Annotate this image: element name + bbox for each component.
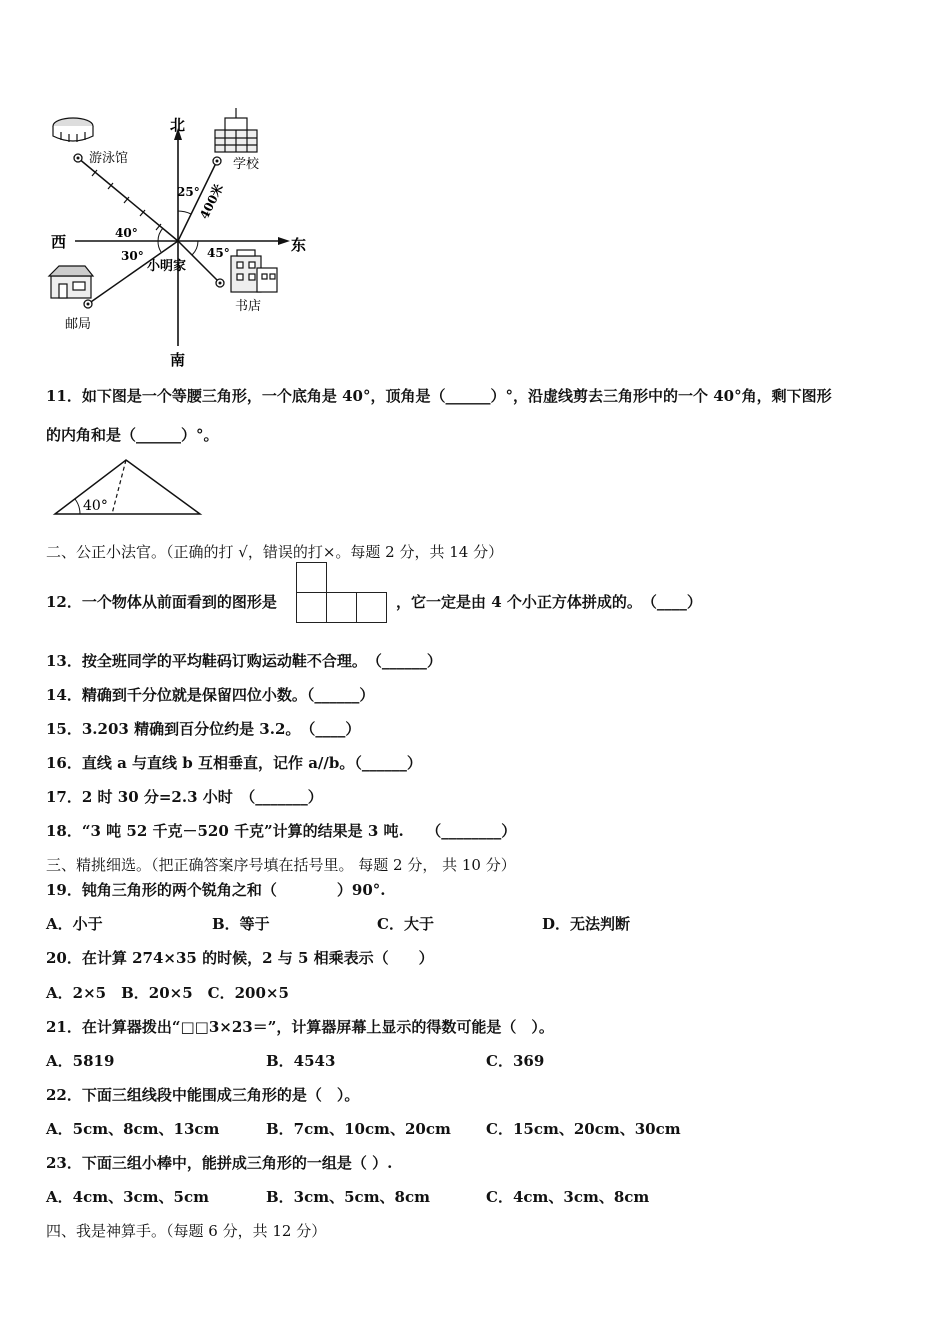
q23-option-c: C．4cm、3cm、8cm: [486, 1188, 650, 1206]
q22-option-b: B．7cm、10cm、20cm: [266, 1120, 451, 1138]
stadium-icon: [53, 118, 93, 142]
question-15: 15．3.203 精确到百分位约是 3.2。 （____）: [46, 720, 361, 738]
angle-arc-45: [192, 241, 198, 255]
section-4-heading: 四、我是神算手。（每题 6 分，共 12 分）: [46, 1222, 327, 1240]
angle-arc-25: [178, 211, 191, 214]
question-12-suffix: ，它一定是由 4 个小正方体拼成的。 （____）: [396, 593, 702, 611]
bookstore-building-icon: [231, 250, 277, 292]
q22-option-a: A．5cm、8cm、13cm: [46, 1120, 220, 1138]
post-office-building-icon: [49, 266, 93, 298]
swimming-pool-label: 游泳馆: [89, 151, 129, 166]
q20-options: A．2×5 B．20×5 C．200×5: [46, 984, 289, 1002]
q19-option-d: D．无法判断: [542, 915, 631, 933]
east-arrow-icon: [278, 237, 290, 245]
school-label: 学校: [233, 157, 260, 172]
figure-top-square: [296, 562, 327, 593]
distance-label: 400米: [197, 181, 226, 222]
question-18: 18．“3 吨 52 千克－520 千克”计算的结果是 3 吨. （________）: [46, 822, 517, 840]
angle-arc-30: [158, 241, 161, 252]
school-building-icon: [215, 108, 257, 152]
east-label: 东: [291, 236, 307, 254]
question-16: 16．直线 a 与直线 b 互相垂直，记作 a//b。（______）: [46, 754, 422, 772]
question-19: 19．钝角三角形的两个锐角之和（ ）90°.: [46, 881, 386, 899]
home-label: 小明家: [147, 259, 187, 274]
angle-45-label: 45°: [207, 246, 230, 260]
q21-option-b: B．4543: [266, 1052, 336, 1070]
question-12-prefix: 12．一个物体从前面看到的图形是: [46, 593, 277, 611]
base-angle-arc: [75, 499, 80, 514]
section-2-heading: 二、公正小法官。（正确的打 √，错误的打×。每题 2 分，共 14 分）: [46, 543, 504, 561]
isosceles-triangle-diagram: [50, 454, 210, 524]
angle-arc-40: [158, 228, 163, 241]
question-23: 23．下面三组小棒中，能拼成三角形的一组是（ ）.: [46, 1154, 393, 1172]
q21-option-c: C．369: [486, 1052, 545, 1070]
angle-30-label: 30°: [121, 249, 144, 263]
triangle-shape: [55, 460, 200, 514]
figure-bottom-square-1: [296, 592, 327, 623]
q23-option-a: A．4cm、3cm、5cm: [46, 1188, 209, 1206]
q21-option-a: A．5819: [46, 1052, 115, 1070]
front-view-figure: [296, 562, 391, 624]
question-11-line-2: 的内角和是（______）°。: [46, 426, 219, 444]
direction-map-diagram: [45, 108, 345, 368]
angle-25-label: 25°: [177, 185, 200, 199]
angle-40-label: 40°: [115, 226, 138, 240]
question-21: 21．在计算器拨出“□□3×23＝”，计算器屏幕上显示的得数可能是（ ）。: [46, 1018, 554, 1036]
bookstore-label: 书店: [235, 299, 262, 314]
north-label: 北: [170, 116, 186, 134]
south-label: 南: [170, 351, 186, 368]
section-3-heading: 三、精挑细选。（把正确答案序号填在括号里。 每题 2 分， 共 10 分）: [46, 856, 516, 874]
q19-option-b: B．等于: [212, 915, 270, 933]
question-17: 17．2 时 30 分=2.3 小时 （_______）: [46, 788, 323, 806]
post-office-label: 邮局: [65, 317, 92, 332]
figure-bottom-square-3: [356, 592, 387, 623]
question-14: 14．精确到千分位就是保留四位小数。（______）: [46, 686, 375, 704]
q19-option-a: A．小于: [46, 915, 103, 933]
q23-option-b: B．3cm、5cm、8cm: [266, 1188, 431, 1206]
question-22: 22．下面三组线段中能围成三角形的是（ ）。: [46, 1086, 360, 1104]
west-label: 西: [51, 233, 67, 251]
question-20: 20．在计算 274×35 的时候，2 与 5 相乘表示（ ）: [46, 949, 434, 967]
q22-option-c: C．15cm、20cm、30cm: [486, 1120, 681, 1138]
q19-option-c: C．大于: [377, 915, 434, 933]
figure-bottom-square-2: [326, 592, 357, 623]
question-13: 13．按全班同学的平均鞋码订购运动鞋不合理。 （______）: [46, 652, 442, 670]
question-11-line-1: 11．如下图是一个等腰三角形，一个底角是 40°，顶角是（______）°，沿虚线剪去三角形中的一个 40°角，剩下图形: [46, 387, 832, 405]
base-angle-label: 40°: [83, 498, 108, 514]
dashed-cut-line: [112, 460, 126, 514]
